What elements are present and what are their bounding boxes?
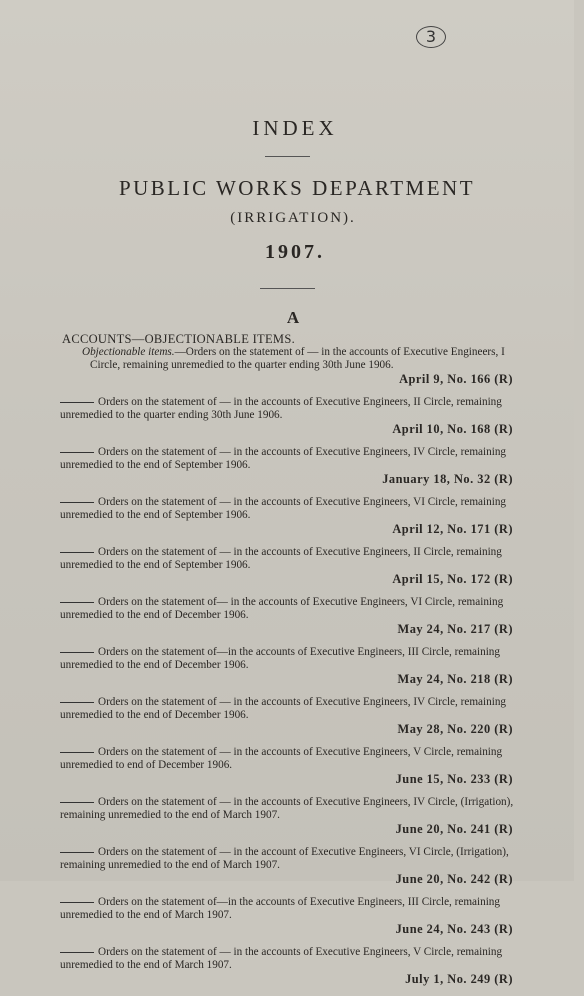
em-dash-rule bbox=[60, 452, 94, 453]
em-dash-rule bbox=[60, 752, 94, 753]
entry-reference: April 15, No. 172 (R) bbox=[392, 572, 513, 586]
index-entry bbox=[60, 346, 515, 396]
index-entry bbox=[60, 396, 515, 446]
index-entry bbox=[60, 446, 515, 496]
entry-lead: Objectionable items. bbox=[82, 346, 175, 358]
entry-body: Orders on the statement of — in the account of Executive Engineers, VI Circle, (Irrigation), remaining unremedied to the end of March 1907. bbox=[60, 846, 509, 871]
entry-body: Orders on the statement of — in the accounts of Executive Engineers, VI Circle, remaining unremedied to the end of September 1906. bbox=[60, 496, 507, 521]
entry-reference: April 9, No. 166 (R) bbox=[399, 372, 513, 386]
index-entry bbox=[60, 846, 515, 896]
entry-reference: January 18, No. 32 (R) bbox=[382, 472, 513, 486]
em-dash-rule bbox=[60, 602, 94, 603]
entry-body: Orders on the statement of — in the accounts of Executive Engineers, V Circle, remaining unremedied to end of December 1906. bbox=[60, 746, 503, 771]
entry-reference: June 20, No. 241 (R) bbox=[395, 822, 513, 836]
entry-body: Orders on the statement of — in the accounts of Executive Engineers, IV Circle, (Irrigation), remaining unremedied to the end of March 1907. bbox=[60, 796, 514, 821]
index-entry bbox=[60, 696, 515, 746]
entry-text bbox=[60, 496, 515, 522]
em-dash-rule bbox=[60, 652, 94, 653]
entry-reference: April 12, No. 171 (R) bbox=[392, 522, 513, 536]
section-heading: ACCOUNTS—OBJECTIONABLE ITEMS. bbox=[62, 332, 296, 346]
branch-subtitle: (IRRIGATION). bbox=[230, 210, 356, 226]
em-dash-rule bbox=[60, 802, 94, 803]
index-entry bbox=[60, 546, 515, 596]
entry-text bbox=[60, 596, 515, 622]
entry-reference: June 15, No. 233 (R) bbox=[395, 772, 513, 786]
entry-body: —Orders on the statement of — in the accounts of Executive Engineers, I Circle, remaining unremedied to the quarter ending 30th June 1906. bbox=[90, 346, 505, 371]
entry-body: Orders on the statement of — in the accounts of Executive Engineers, II Circle, remaining unremedied to the quarter ending 30th June 1906. bbox=[60, 396, 502, 421]
em-dash-rule bbox=[60, 402, 94, 403]
entry-body: Orders on the statement of — in the accounts of Executive Engineers, V Circle, remaining unremedied to the end of March 1907. bbox=[60, 946, 503, 971]
entry-reference: June 20, No. 242 (R) bbox=[395, 872, 513, 886]
entry-body: Orders on the statement of—in the accounts of Executive Engineers, III Circle, remaining unremedied to the end of March 1907. bbox=[60, 896, 500, 921]
entry-text bbox=[60, 846, 515, 872]
entry-reference: May 28, No. 220 (R) bbox=[397, 722, 513, 736]
entry-body: Orders on the statement of— in the accounts of Executive Engineers, VI Circle, remaining unremedied to the end of December 1906. bbox=[60, 596, 504, 621]
entry-reference: April 10, No. 168 (R) bbox=[392, 422, 513, 436]
year: 1907. bbox=[265, 241, 325, 263]
em-dash-rule bbox=[60, 902, 94, 903]
index-entry bbox=[60, 946, 515, 996]
divider bbox=[265, 156, 310, 157]
entry-reference: June 24, No. 243 (R) bbox=[395, 922, 513, 936]
entry-reference: May 24, No. 218 (R) bbox=[397, 672, 513, 686]
entry-reference: July 1, No. 249 (R) bbox=[405, 972, 513, 986]
entry-body: Orders on the statement of — in the accounts of Executive Engineers, II Circle, remaining unremedied to the end of September 1906. bbox=[60, 546, 502, 571]
index-entry bbox=[60, 646, 515, 696]
index-title: INDEX bbox=[252, 116, 338, 140]
index-entry bbox=[60, 896, 515, 946]
entry-text bbox=[60, 896, 515, 922]
entry-text bbox=[60, 396, 515, 422]
entry-body: Orders on the statement of—in the accounts of Executive Engineers, III Circle, remaining unremedied to the end of December 1906. bbox=[60, 646, 500, 671]
entry-text bbox=[60, 696, 515, 722]
index-entry bbox=[60, 796, 515, 846]
entry-text bbox=[60, 946, 515, 972]
entry-text bbox=[60, 546, 515, 572]
entry-list bbox=[60, 346, 515, 996]
entry-text bbox=[60, 746, 515, 772]
section-letter: A bbox=[286, 308, 300, 327]
department-title: PUBLIC WORKS DEPARTMENT bbox=[118, 176, 476, 200]
entry-body: Orders on the statement of — in the accounts of Executive Engineers, IV Circle, remaining unremedied to the end of December 1906. bbox=[60, 696, 507, 721]
em-dash-rule bbox=[60, 702, 94, 703]
index-entry bbox=[60, 496, 515, 546]
em-dash-rule bbox=[60, 852, 94, 853]
entry-text bbox=[60, 796, 515, 822]
entry-reference: May 24, No. 217 (R) bbox=[397, 622, 513, 636]
divider bbox=[260, 288, 315, 289]
em-dash-rule bbox=[60, 502, 94, 503]
entry-text bbox=[60, 446, 515, 472]
entry-text bbox=[60, 346, 515, 372]
index-entry bbox=[60, 596, 515, 646]
page-number: 3 bbox=[416, 26, 446, 48]
em-dash-rule bbox=[60, 952, 94, 953]
entry-body: Orders on the statement of — in the accounts of Executive Engineers, IV Circle, remaining unremedied to the end of September 1906. bbox=[60, 446, 507, 471]
index-entry bbox=[60, 746, 515, 796]
entry-text bbox=[60, 646, 515, 672]
em-dash-rule bbox=[60, 552, 94, 553]
